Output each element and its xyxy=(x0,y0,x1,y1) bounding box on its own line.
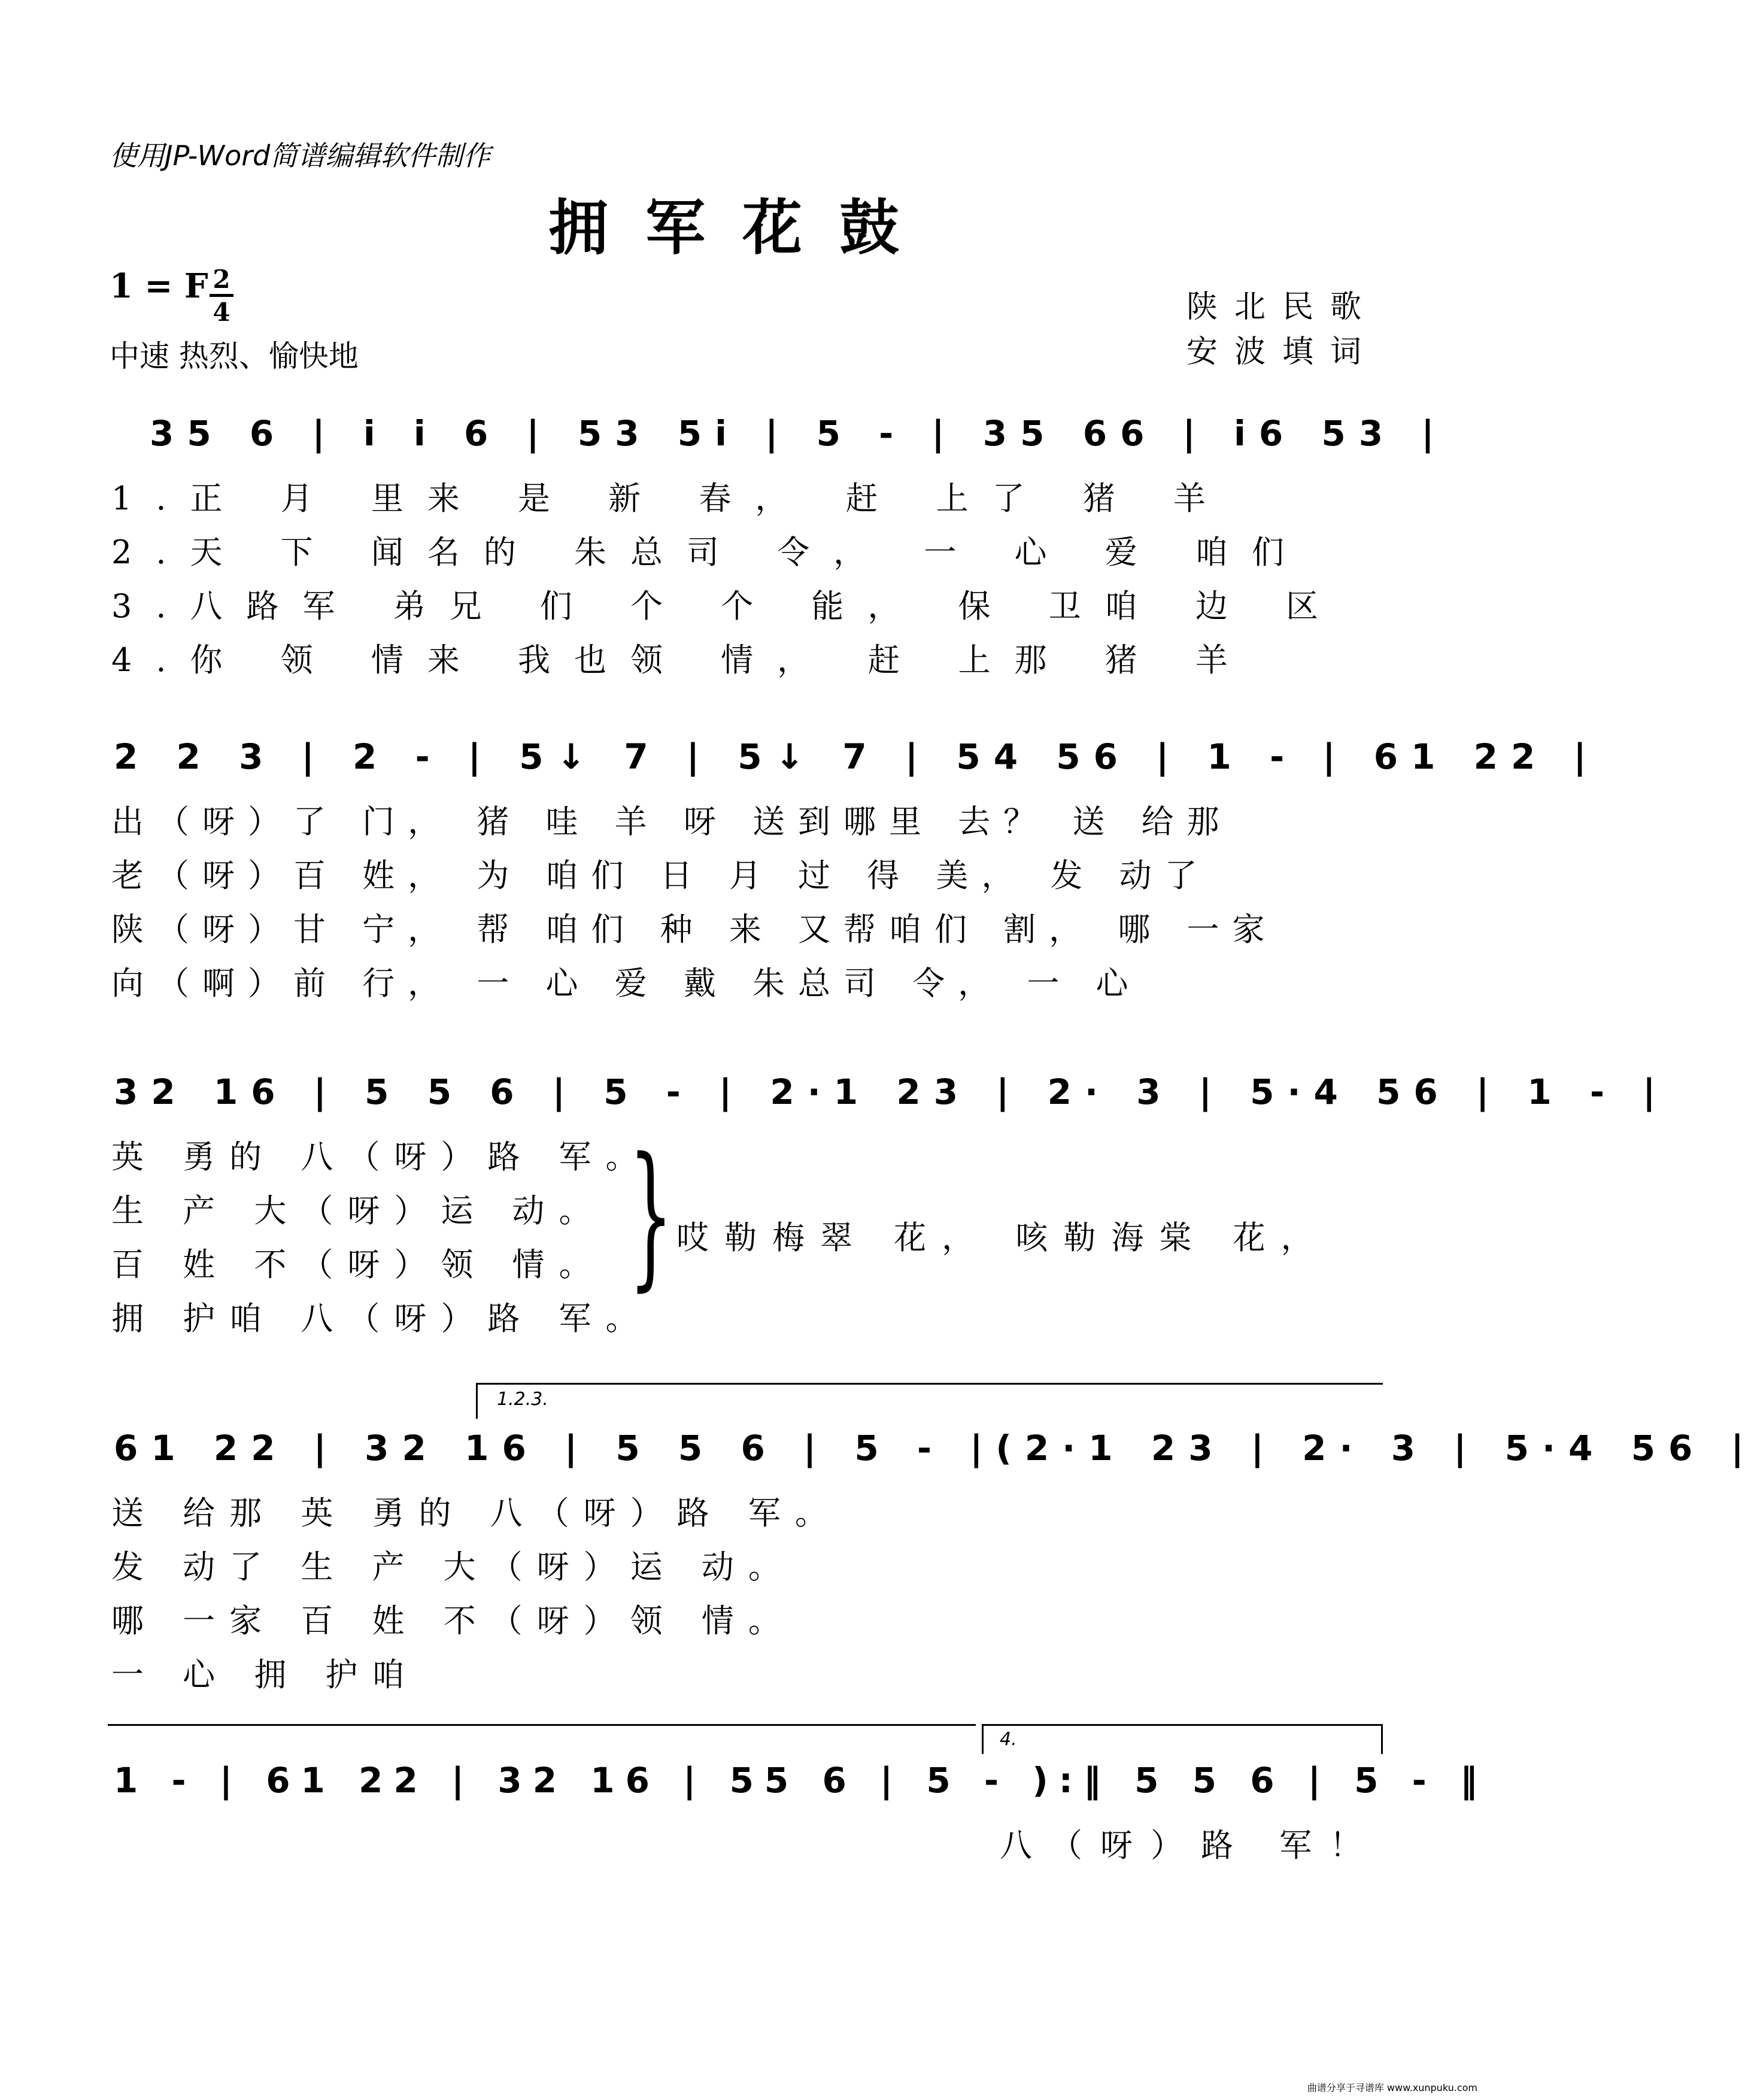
ending-label: 4. xyxy=(1000,1729,1017,1750)
notation-line: 1 - | 61 22 | 32 16 | 55 6 | 5 - ):‖ 5 5 6 | 5 - ‖ xyxy=(114,1760,1488,1801)
time-top: 2 xyxy=(213,265,230,294)
lyric-verse-4: 向（啊）前 行， 一 心 爱 戴 朱总司 令， 一 心 xyxy=(111,964,1142,1002)
ending-bracket-start xyxy=(476,1383,478,1419)
verse-brace: } xyxy=(629,1125,673,1306)
system-3 xyxy=(102,1072,1669,1347)
notation-line: 61 22 | 32 16 | 5 5 6 | 5 - |(2·1 23 | 2· 3 | 5·4 56 | xyxy=(114,1428,1757,1468)
lyric-verse-2: 2.天 下 闻名的 朱总司 令， 一 心 爱 咱们 xyxy=(111,533,1308,571)
lyric-verse-2: 生 产 大（呀）运 动。 xyxy=(111,1192,606,1230)
time-bottom: 4 xyxy=(213,298,230,327)
ending-bracket xyxy=(476,1383,1383,1385)
notation-line: 35 6 | i i 6 | 53 5i | 5 - | 35 66 | i6 53 | xyxy=(150,413,1448,454)
time-signature xyxy=(210,266,233,326)
lyric-verse-2: 老（呀）百 姓， 为 咱们 日 月 过 得 美， 发 动了 xyxy=(111,857,1210,894)
key-signature: 1 = F xyxy=(110,266,208,306)
refrain-text: 哎勒梅翠 花， 咳勒海棠 花， xyxy=(676,1219,1329,1257)
tempo-marking: 中速 热烈、愉快地 xyxy=(110,339,359,374)
origin-credit: 陕北民歌 xyxy=(1186,289,1378,325)
song-title: 拥军花鼓 xyxy=(548,192,936,263)
footer-watermark: 曲谱分享于寻谱库 www.xunpuku.com xyxy=(1307,2082,1477,2093)
lyric-verse-3: 哪 一家 百 姓 不（呀）领 情。 xyxy=(111,1602,795,1640)
lyric-verse-2: 发 动了 生 产 大（呀）运 动。 xyxy=(111,1548,795,1586)
lyric-verse-1: 出（呀）了 门， 猪 哇 羊 呀 送到哪里 去？ 送 给那 xyxy=(111,803,1233,840)
ending-label: 1.2.3. xyxy=(497,1389,548,1410)
lyric-verse-3: 百 姓 不（呀）领 情。 xyxy=(111,1246,606,1283)
lyricist-credit: 安波填词 xyxy=(1186,334,1378,370)
lyric-verse-1: 1.正 月 里来 是 新 春， 赶 上了 猪 羊 xyxy=(111,480,1230,517)
system-2 xyxy=(102,736,1600,1018)
ending-bracket-start xyxy=(982,1724,984,1754)
notation-line: 2 2 3 | 2 - | 5↓ 7 | 5↓ 7 | 54 56 | 1 - | 61 22 | xyxy=(114,736,1600,777)
lyric-verse-4: 4.你 领 情来 我也领 情， 赶 上那 猪 羊 xyxy=(111,641,1252,679)
system-4 xyxy=(102,1383,1757,1694)
lyric-verse-1: 送 给那 英 勇的 八（呀）路 军。 xyxy=(111,1494,842,1532)
ending-bracket xyxy=(982,1724,1383,1726)
ending-bracket-end xyxy=(1381,1724,1383,1754)
system-1 xyxy=(102,413,1448,700)
lyric-verse-1: 英 勇的 八（呀）路 军。 xyxy=(111,1138,653,1176)
system-5 xyxy=(102,1724,1488,1904)
lyric-verse-3: 陕（呀）甘 宁， 帮 咱们 种 来 又帮咱们 割， 哪 一家 xyxy=(111,911,1278,948)
lyric-verse-4: 拥 护咱 八（呀）路 军。 xyxy=(111,1300,653,1337)
notation-line: 32 16 | 5 5 6 | 5 - | 2·1 23 | 2· 3 | 5·4 56 | 1 - | xyxy=(114,1072,1669,1112)
software-credit: 使用JP-Word简谱编辑软件制作 xyxy=(110,139,491,172)
lyric-verse-3: 3.八路军 弟兄 们 个 个 能， 保 卫咱 边 区 xyxy=(111,587,1343,625)
lyric-verse-4: 一 心 拥 护咱 xyxy=(111,1656,419,1694)
top-rule xyxy=(108,1724,976,1726)
lyric-final: 八（呀）路 军！ xyxy=(1000,1826,1380,1864)
